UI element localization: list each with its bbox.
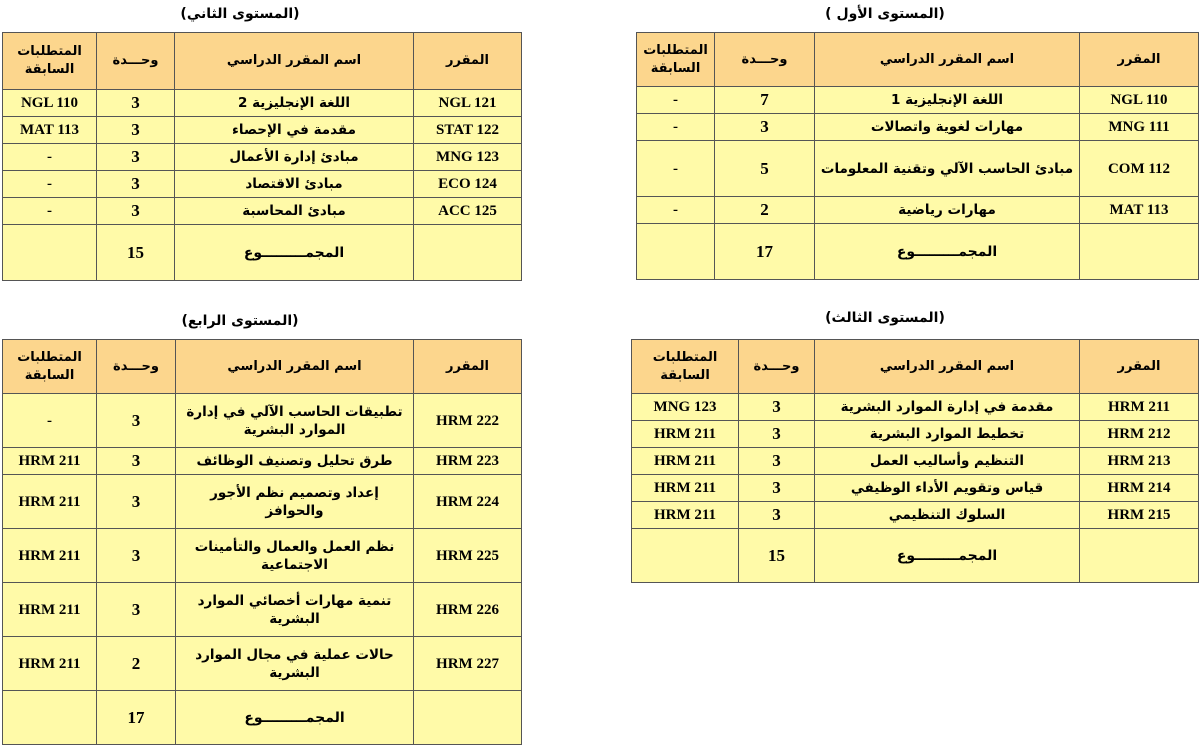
header-course-code: المقرر	[1080, 33, 1199, 87]
course-name-cell: إعداد وتصميم نظم الأجور والحوافز	[176, 475, 414, 529]
table-row	[3, 583, 522, 637]
total-label: المجمـــــــــوع	[176, 691, 414, 745]
table-row	[3, 394, 522, 448]
prereq-cell: -	[637, 197, 715, 224]
course-name-cell: طرق تحليل وتصنيف الوظائف	[176, 448, 414, 475]
header-course-code: المقرر	[414, 340, 522, 394]
empty-cell	[414, 691, 522, 745]
units-cell: 2	[715, 197, 815, 224]
course-name-cell: مبادئ المحاسبة	[175, 198, 414, 225]
header-units: وحـــدة	[97, 33, 175, 90]
table-row	[632, 394, 1199, 421]
header-course-code: المقرر	[1080, 340, 1199, 394]
table-row	[637, 197, 1199, 224]
prereq-cell: HRM 211	[632, 475, 739, 502]
course-code-cell: HRM 213	[1080, 448, 1199, 475]
header-course-name: اسم المقرر الدراسي	[175, 33, 414, 90]
total-row	[3, 691, 522, 745]
units-cell: 3	[97, 394, 176, 448]
course-code-cell: HRM 212	[1080, 421, 1199, 448]
table-row	[632, 475, 1199, 502]
course-code-cell: HRM 214	[1080, 475, 1199, 502]
table-row	[3, 171, 522, 198]
level-1-title: (المستوى الأول )	[825, 6, 945, 22]
table-row	[3, 144, 522, 171]
level-4-title: (المستوى الرابع)	[181, 313, 299, 329]
course-name-cell: مبادئ إدارة الأعمال	[175, 144, 414, 171]
course-code-cell: MNG 123	[414, 144, 522, 171]
level-3-title: (المستوى الثالث)	[825, 310, 945, 326]
course-name-cell: حالات عملية في مجال الموارد البشرية	[176, 637, 414, 691]
course-code-cell: MAT 113	[1080, 197, 1199, 224]
units-cell: 7	[715, 87, 815, 114]
header-course-name: اسم المقرر الدراسي	[815, 33, 1080, 87]
course-code-cell: ECO 124	[414, 171, 522, 198]
course-name-cell: قياس وتقويم الأداء الوظيفي	[815, 475, 1080, 502]
empty-cell	[637, 224, 715, 280]
table-row	[637, 141, 1199, 197]
prereq-cell: -	[3, 394, 97, 448]
prereq-cell: MNG 123	[632, 394, 739, 421]
course-name-cell: اللغة الإنجليزية 2	[175, 90, 414, 117]
empty-cell	[414, 225, 522, 281]
course-name-cell: مقدمة في الإحصاء	[175, 117, 414, 144]
header-course-name: اسم المقرر الدراسي	[176, 340, 414, 394]
course-name-cell: مقدمة في إدارة الموارد البشرية	[815, 394, 1080, 421]
prereq-cell: HRM 211	[3, 475, 97, 529]
prereq-cell: HRM 211	[632, 421, 739, 448]
table-header-row	[637, 33, 1199, 87]
course-name-cell: اللغة الإنجليزية 1	[815, 87, 1080, 114]
prereq-cell: HRM 211	[3, 583, 97, 637]
header-prereq: المتطلبات السابقة	[3, 33, 97, 90]
units-cell: 3	[97, 90, 175, 117]
prereq-cell: MAT 113	[3, 117, 97, 144]
table-row	[3, 90, 522, 117]
table-header-row	[3, 33, 522, 90]
units-cell: 3	[739, 394, 815, 421]
table-row	[632, 421, 1199, 448]
empty-cell	[632, 529, 739, 583]
prereq-cell: -	[637, 114, 715, 141]
course-name-cell: السلوك التنظيمي	[815, 502, 1080, 529]
table-row	[3, 117, 522, 144]
total-units: 17	[97, 691, 176, 745]
course-name-cell: تخطيط الموارد البشرية	[815, 421, 1080, 448]
prereq-cell: HRM 211	[632, 502, 739, 529]
total-units: 17	[715, 224, 815, 280]
total-row	[637, 224, 1199, 280]
units-cell: 3	[715, 114, 815, 141]
prereq-cell: -	[637, 141, 715, 197]
total-row	[632, 529, 1199, 583]
level-2-title: (المستوى الثاني)	[180, 6, 300, 22]
prereq-cell: -	[637, 87, 715, 114]
course-code-cell: HRM 225	[414, 529, 522, 583]
units-cell: 2	[97, 637, 176, 691]
header-course-code: المقرر	[414, 33, 522, 90]
units-cell: 3	[739, 448, 815, 475]
header-prereq: المتطلبات السابقة	[632, 340, 739, 394]
header-course-name: اسم المقرر الدراسي	[815, 340, 1080, 394]
table-row	[632, 448, 1199, 475]
course-code-cell: HRM 215	[1080, 502, 1199, 529]
units-cell: 3	[97, 475, 176, 529]
course-name-cell: نظم العمل والعمال والتأمينات الاجتماعية	[176, 529, 414, 583]
course-name-cell: مهارات رياضية	[815, 197, 1080, 224]
course-code-cell: HRM 227	[414, 637, 522, 691]
prereq-cell: HRM 211	[3, 448, 97, 475]
course-code-cell: COM 112	[1080, 141, 1199, 197]
header-units: وحـــدة	[97, 340, 176, 394]
level-1-table	[636, 32, 1199, 280]
table-row	[637, 114, 1199, 141]
table-header-row	[3, 340, 522, 394]
empty-cell	[3, 691, 97, 745]
header-prereq: المتطلبات السابقة	[3, 340, 97, 394]
course-code-cell: HRM 223	[414, 448, 522, 475]
course-code-cell: HRM 211	[1080, 394, 1199, 421]
table-row	[3, 448, 522, 475]
total-units: 15	[97, 225, 175, 281]
units-cell: 5	[715, 141, 815, 197]
level-2-table	[2, 32, 522, 281]
empty-cell	[1080, 529, 1199, 583]
course-name-cell: مهارات لغوية واتصالات	[815, 114, 1080, 141]
units-cell: 3	[739, 421, 815, 448]
course-name-cell: تطبيقات الحاسب الآلي في إدارة الموارد البشرية	[176, 394, 414, 448]
units-cell: 3	[739, 502, 815, 529]
course-code-cell: HRM 222	[414, 394, 522, 448]
course-code-cell: HRM 226	[414, 583, 522, 637]
units-cell: 3	[97, 144, 175, 171]
total-row	[3, 225, 522, 281]
table-row	[632, 502, 1199, 529]
course-name-cell: مبادئ الاقتصاد	[175, 171, 414, 198]
total-label: المجمـــــــــوع	[815, 224, 1080, 280]
course-code-cell: ACC 125	[414, 198, 522, 225]
prereq-cell: -	[3, 171, 97, 198]
table-header-row	[632, 340, 1199, 394]
table-row	[3, 637, 522, 691]
units-cell: 3	[739, 475, 815, 502]
total-units: 15	[739, 529, 815, 583]
units-cell: 3	[97, 198, 175, 225]
units-cell: 3	[97, 529, 176, 583]
units-cell: 3	[97, 117, 175, 144]
course-name-cell: التنظيم وأساليب العمل	[815, 448, 1080, 475]
course-code-cell: NGL 121	[414, 90, 522, 117]
level-4-table	[2, 339, 522, 745]
header-units: وحـــدة	[739, 340, 815, 394]
prereq-cell: HRM 211	[3, 529, 97, 583]
empty-cell	[1080, 224, 1199, 280]
empty-cell	[3, 225, 97, 281]
units-cell: 3	[97, 171, 175, 198]
table-row	[3, 529, 522, 583]
units-cell: 3	[97, 583, 176, 637]
course-code-cell: NGL 110	[1080, 87, 1199, 114]
prereq-cell: -	[3, 198, 97, 225]
header-prereq: المتطلبات السابقة	[637, 33, 715, 87]
course-code-cell: STAT 122	[414, 117, 522, 144]
course-code-cell: HRM 224	[414, 475, 522, 529]
total-label: المجمـــــــــوع	[175, 225, 414, 281]
level-3-table	[631, 339, 1199, 583]
prereq-cell: HRM 211	[3, 637, 97, 691]
prereq-cell: NGL 110	[3, 90, 97, 117]
total-label: المجمـــــــــوع	[815, 529, 1080, 583]
table-row	[3, 475, 522, 529]
header-units: وحـــدة	[715, 33, 815, 87]
units-cell: 3	[97, 448, 176, 475]
prereq-cell: HRM 211	[632, 448, 739, 475]
course-code-cell: MNG 111	[1080, 114, 1199, 141]
table-row	[637, 87, 1199, 114]
course-name-cell: مبادئ الحاسب الآلي وتقنية المعلومات	[815, 141, 1080, 197]
table-row	[3, 198, 522, 225]
course-name-cell: تنمية مهارات أخصائي الموارد البشرية	[176, 583, 414, 637]
prereq-cell: -	[3, 144, 97, 171]
